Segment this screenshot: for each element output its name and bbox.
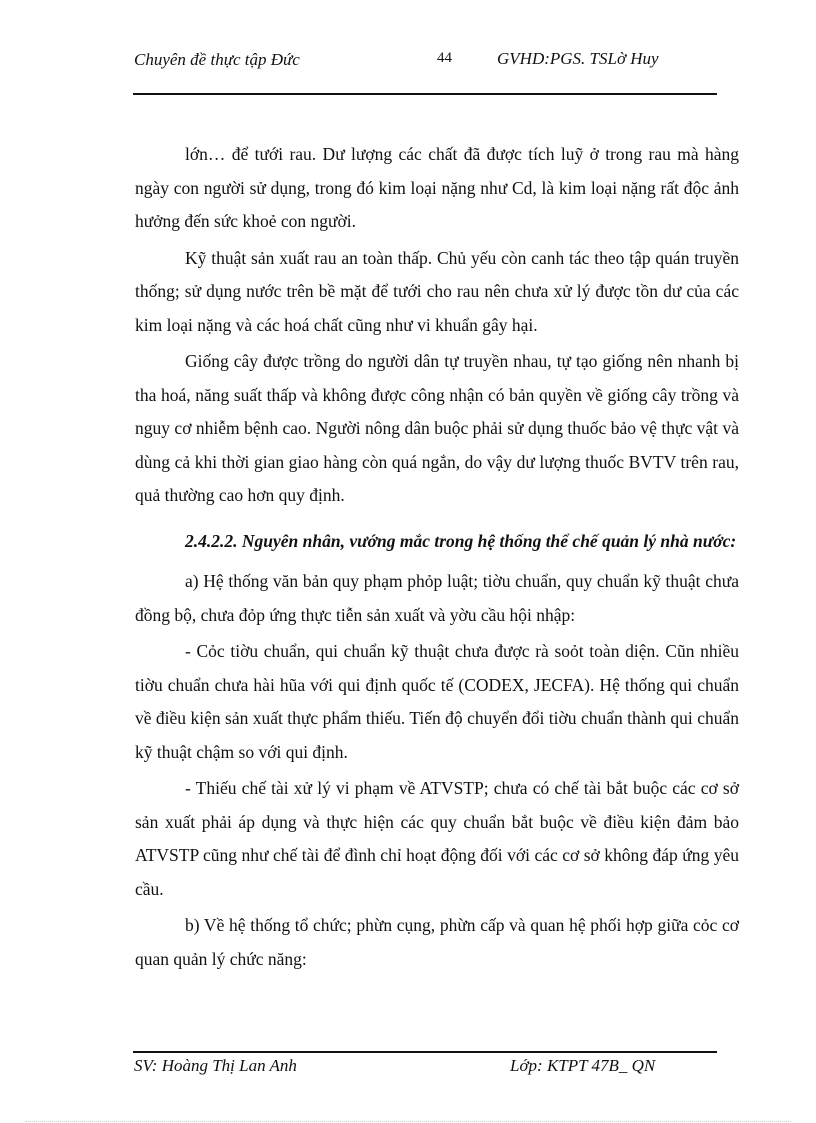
paragraph-6: - Thiếu chế tài xử lý vi phạm về ATVSTP; chưa có chế tài bắt buộc các cơ sở sản xuất phải áp dụng và thực hiện các quy chuẩn bắt buộc về điều kiện đảm bảo ATVSTP cũng như chế tài để đình chỉ hoạt động đối với các cơ sở không đáp ứng yêu cầu. — [135, 778, 739, 899]
header-left: Chuyên đề thực tập Đức — [134, 50, 300, 69]
footer-left: SV: Hoàng Thị Lan Anh — [134, 1056, 297, 1075]
paragraph-4: a) Hệ thống văn bản quy phạm phỏp luật; tiờu chuẩn, quy chuẩn kỹ thuật chưa đồng bộ, chưa đỏp ứng thực tiễn sản xuất và yờu cầu hội nhập: — [135, 571, 739, 625]
paragraph-1: lớn… để tưới rau. Dư lượng các chất đã được tích luỹ ở trong rau mà hàng ngày con người sử dụng, trong đó kim loại nặng như Cd, là kim loại nặng rất độc ảnh hưởng đến sức khoẻ con người. — [135, 144, 739, 231]
footer-right: Lớp: KTPT 47B_ QN — [510, 1056, 656, 1075]
page-bottom-dotted-line — [25, 1121, 791, 1122]
footer-rule — [133, 1051, 717, 1053]
paragraph-5: - Cỏc tiờu chuẩn, qui chuẩn kỹ thuật chưa được rà soỏt toàn diện. Cũn nhiều tiờu chuẩn chưa hài hũa với qui định quốc tế (CODEX, JECFA). Hệ thống qui chuẩn về điều kiện sản xuất thực phẩm thiếu. Tiến độ chuyển đổi tiờu chuẩn thành qui chuẩn kỹ thuật chậm so với qui định. — [135, 641, 739, 762]
page-number: 44 — [437, 50, 452, 66]
header-right: GVHD:PGS. TSLờ Huy — [497, 49, 659, 68]
paragraph-7: b) Về hệ thống tổ chức; phừn cụng, phừn cấp và quan hệ phối hợp giữa cỏc cơ quan quản lý chức năng: — [135, 915, 739, 969]
section-heading: 2.4.2.2. Nguyên nhân, vướng mắc trong hệ thống thể chế quản lý nhà nước: — [185, 530, 737, 551]
document-body — [135, 138, 739, 979]
paragraph-3: Giống cây được trồng do người dân tự truyền nhau, tự tạo giống nên nhanh bị tha hoá, năng suất thấp và không được công nhận có bản quyền về giống cây trồng và nguy cơ nhiễm bệnh cao. Người nông dân buộc phải sử dụng thuốc bảo vệ thực vật và dùng cả khi thời gian giao hàng còn quá ngắn, do vậy dư lượng thuốc BVTV trên rau, quả thường cao hơn quy định. — [135, 351, 739, 505]
header-rule — [133, 93, 717, 95]
paragraph-2: Kỹ thuật sản xuất rau an toàn thấp. Chủ yếu còn canh tác theo tập quán truyền thống; sử dụng nước trên bề mặt để tưới cho rau nên chưa xử lý được tồn dư của các kim loại nặng và các hoá chất cũng như vi khuẩn gây hại. — [135, 247, 739, 335]
